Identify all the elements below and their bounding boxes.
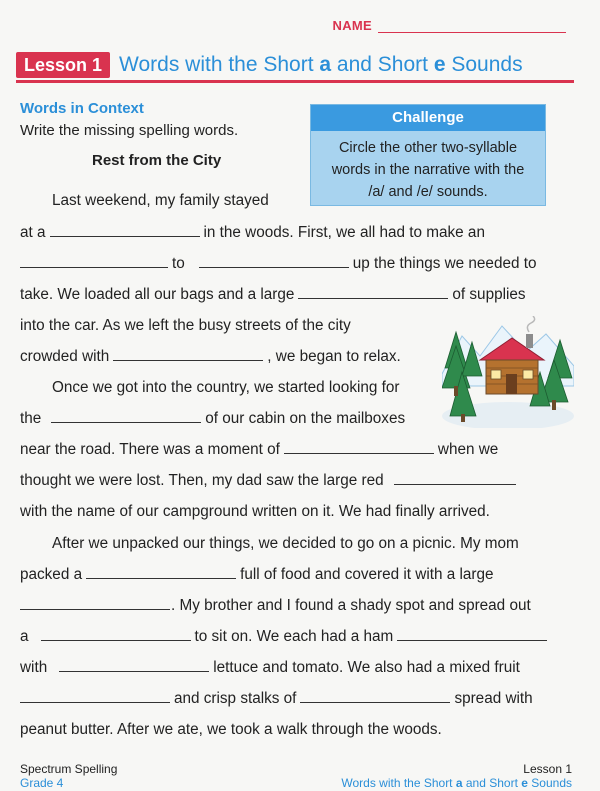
footer-topic-suffix: Sounds <box>527 776 572 790</box>
footer-lesson: Lesson 1 <box>523 762 572 776</box>
story-text: with <box>20 659 48 676</box>
blank-field[interactable] <box>199 255 349 268</box>
blank-field[interactable] <box>41 628 191 641</box>
story-line <box>20 472 520 490</box>
blank-field[interactable] <box>300 690 450 703</box>
blank-field[interactable] <box>20 255 168 268</box>
story-line <box>20 410 405 428</box>
story-line <box>20 317 351 335</box>
blank-field[interactable] <box>298 286 448 299</box>
instruction-text: Write the missing spelling words. <box>20 122 239 139</box>
story-line <box>52 192 269 210</box>
story-text: when we <box>437 441 499 458</box>
story-text: Once we got into the country, we started looking for <box>52 379 400 396</box>
challenge-box <box>310 104 546 206</box>
footer-grade: Grade 4 <box>20 776 64 790</box>
story-text: in the woods. First, we all had to make an <box>203 224 485 241</box>
blank-field[interactable] <box>51 410 201 423</box>
blank-field[interactable] <box>59 659 209 672</box>
title-middle: and Short <box>331 53 434 76</box>
story-text: at a <box>20 224 46 241</box>
story-text: crowded with <box>20 348 110 365</box>
story-text: near the road. There was a moment of <box>20 441 280 458</box>
story-text: up the things we needed to <box>352 255 537 272</box>
story-text: lettuce and tomato. We also had a mixed fruit <box>213 659 520 676</box>
section-heading: Words in Context <box>20 100 144 117</box>
name-label: NAME <box>332 18 372 33</box>
blank-field[interactable] <box>397 628 547 641</box>
story-text: the <box>20 410 42 427</box>
story-text: packed a <box>20 566 83 583</box>
story-text: to <box>172 255 185 272</box>
blank-field[interactable] <box>284 441 434 454</box>
footer-topic-a: a <box>455 776 463 790</box>
story-line <box>20 441 498 459</box>
lesson-badge: Lesson 1 <box>16 52 110 78</box>
blank-field[interactable] <box>50 224 200 237</box>
footer-left <box>20 762 117 790</box>
challenge-heading: Challenge <box>311 105 545 131</box>
story-line <box>52 379 399 397</box>
story-line <box>20 503 490 521</box>
story-text: thought we were lost. Then, my dad saw the large red <box>20 472 384 489</box>
blank-field[interactable] <box>86 566 236 579</box>
story-line <box>20 628 551 646</box>
footer-topic <box>341 776 572 790</box>
blank-field[interactable] <box>113 348 263 361</box>
story-text: a <box>20 628 29 645</box>
challenge-text <box>311 131 545 203</box>
blank-field[interactable] <box>20 597 170 610</box>
story-line <box>20 566 494 584</box>
header-rule <box>16 80 574 83</box>
story-text: spread with <box>454 690 533 707</box>
name-line[interactable] <box>378 20 566 33</box>
story-text: full of food and covered it with a large <box>240 566 494 583</box>
story-line <box>20 255 536 273</box>
story-line <box>20 721 442 739</box>
story-line <box>20 286 526 304</box>
story-text: . My brother and I found a shady spot and spread out <box>171 597 531 614</box>
title-prefix: Words with the Short <box>119 53 320 76</box>
title-vowel-a: a <box>319 53 332 76</box>
story-text: take. We loaded all our bags and a large <box>20 286 295 303</box>
footer-series: Spectrum Spelling <box>20 762 118 776</box>
footer-topic-prefix: Words with the Short <box>341 776 456 790</box>
story-text: peanut butter. After we ate, we took a walk through the woods. <box>20 721 442 738</box>
lesson-header <box>16 52 574 78</box>
cabin-in-woods-illustration <box>442 316 574 428</box>
blank-field[interactable] <box>394 472 516 485</box>
story-text: with the name of our campground written on it. We had finally arrived. <box>20 503 490 520</box>
challenge-line: words in the narrative with the <box>331 162 525 178</box>
challenge-line: Circle the other two-syllable <box>338 140 518 156</box>
title-vowel-e: e <box>433 53 446 76</box>
title-suffix: Sounds <box>445 53 523 76</box>
story-text: of supplies <box>452 286 526 303</box>
lesson-title <box>119 53 523 77</box>
story-line <box>20 690 533 708</box>
story-text: and crisp stalks of <box>174 690 297 707</box>
footer-right <box>341 762 572 790</box>
story-text: into the car. As we left the busy streets of the city <box>20 317 351 334</box>
footer-topic-mid: and Short <box>462 776 522 790</box>
story-line <box>20 224 485 242</box>
story-line <box>20 597 531 615</box>
story-text: , we began to relax. <box>267 348 401 365</box>
story-text: to sit on. We each had a ham <box>194 628 394 645</box>
blank-field[interactable] <box>20 690 170 703</box>
story-text: Last weekend, my family stayed <box>52 192 269 209</box>
story-text: After we unpacked our things, we decided to go on a picnic. My mom <box>52 535 519 552</box>
challenge-line: /a/ and /e/ sounds. <box>368 184 488 200</box>
name-field-row <box>333 18 566 33</box>
story-title: Rest from the City <box>92 152 222 169</box>
story-line <box>20 659 520 677</box>
story-line <box>52 535 519 553</box>
story-line <box>20 348 401 366</box>
story-text: of our cabin on the mailboxes <box>205 410 406 427</box>
footer-topic-e: e <box>521 776 528 790</box>
